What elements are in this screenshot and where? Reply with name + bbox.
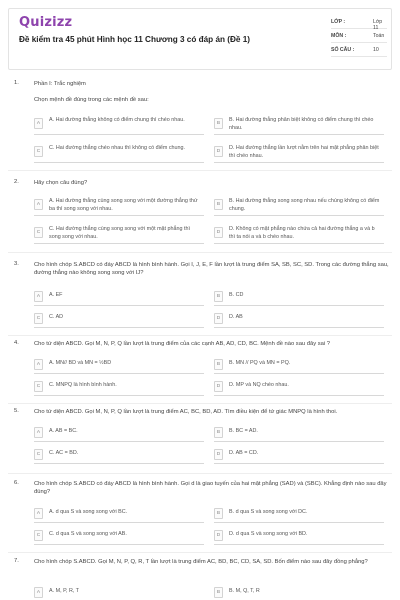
- option-text: D. AB: [229, 314, 243, 320]
- meta-label: MÔN :: [331, 33, 347, 39]
- question-text: Cho hình chóp S.ABCD có đáy ABCD là hình bình hành. Gọi d là giao tuyến của hai mặt phẳng (SAD) và (SBC). Khẳng định nào sau đây đúng?: [34, 481, 387, 495]
- option-letter-badge: C: [34, 313, 43, 324]
- option-text: D. Hai đường thẳng lần lượt nằm trên hai mặt phẳng phân biệt thì chéo nhau.: [229, 145, 379, 159]
- question-number: 7.: [14, 558, 19, 564]
- option-divider: [34, 373, 204, 374]
- question-separator: [8, 552, 392, 553]
- meta-label: LỚP :: [331, 19, 346, 25]
- question-separator: [8, 473, 392, 474]
- option-text: A. MN// BD và MN = ½BD: [49, 360, 112, 366]
- meta-label: SỐ CÂU :: [331, 47, 355, 53]
- option-divider: [34, 215, 204, 216]
- option-divider: [34, 134, 204, 135]
- option-divider: [34, 243, 204, 244]
- worksheet-title: Đề kiểm tra 45 phút Hình học 11 Chương 3 có đáp án (Đề 1): [19, 35, 251, 44]
- option-divider: [214, 327, 384, 328]
- option-letter-badge: B: [214, 587, 223, 598]
- question-number: 5.: [14, 408, 19, 414]
- option-letter-badge: B: [214, 427, 223, 438]
- option-letter-badge: D: [214, 146, 223, 157]
- option-text: B. M, Q, T, R: [229, 588, 260, 594]
- question-text: Cho tứ diện ABCD. Gọi M, N, P, Q lần lượt là trung điểm của các cạnh AB, AD, CD, BC. Mệnh đề nào sau đây sai ?: [34, 341, 330, 347]
- option-text: C. Hai đường thẳng cùng song song với một mặt phẳng thì song song với nhau.: [49, 226, 191, 240]
- option-text: C. AC = BD.: [49, 450, 79, 456]
- option-divider: [214, 305, 384, 306]
- option-text: A. AB = BC.: [49, 428, 78, 434]
- option-text: A. M, P, R, T: [49, 588, 80, 594]
- option-text: A. Hai đường thẳng không có điểm chung thì chéo nhau.: [49, 117, 185, 123]
- question-text: Cho tứ diện ABCD. Gọi M, N, P, Q lần lượt là trung điểm AC, BC, BD, AD. Tìm điều kiện để tứ giác MNPQ là hình thoi.: [34, 409, 338, 415]
- meta-row-count: [331, 43, 387, 57]
- option-divider: [34, 305, 204, 306]
- option-letter-badge: C: [34, 227, 43, 238]
- option-letter-badge: A: [34, 118, 43, 129]
- option-divider: [214, 134, 384, 135]
- meta-row-class: [331, 15, 387, 29]
- option-divider: [214, 522, 384, 523]
- meta-table: [331, 15, 387, 57]
- option-letter-badge: A: [34, 587, 43, 598]
- option-divider: [34, 441, 204, 442]
- option-letter-badge: D: [214, 381, 223, 392]
- question-number: 2.: [14, 179, 19, 185]
- question-separator: [8, 403, 392, 404]
- option-text: A. Hai đường thẳng cùng song song với một đường thẳng thứ ba thì song song với nhau.: [49, 198, 198, 212]
- option-text: B. MN // PQ và MN = PQ.: [229, 360, 291, 366]
- option-divider: [214, 243, 384, 244]
- option-text: C. AD: [49, 314, 64, 320]
- option-letter-badge: C: [34, 449, 43, 460]
- option-text: C. MNPQ là hình bình hành.: [49, 382, 117, 388]
- option-letter-badge: B: [214, 291, 223, 302]
- option-divider: [34, 522, 204, 523]
- option-letter-badge: A: [34, 199, 43, 210]
- option-divider: [34, 544, 204, 545]
- option-divider: [34, 327, 204, 328]
- option-divider: [34, 463, 204, 464]
- option-text: C. d qua S và song song với AB.: [49, 531, 127, 537]
- option-letter-badge: B: [214, 199, 223, 210]
- option-letter-badge: A: [34, 508, 43, 519]
- option-letter-badge: C: [34, 530, 43, 541]
- meta-value: Toán: [373, 33, 385, 39]
- option-text: B. Hai đường thẳng song song nhau nếu chúng không có điểm chung.: [229, 198, 380, 212]
- question-number: 6.: [14, 480, 19, 486]
- option-text: B. BC = AD.: [229, 428, 258, 434]
- quizizz-logo: Quizizz: [19, 15, 73, 30]
- option-letter-badge: D: [214, 530, 223, 541]
- question-number: 1.: [14, 80, 19, 86]
- option-letter-badge: D: [214, 313, 223, 324]
- option-text: A. d qua S và song song với BC.: [49, 509, 128, 515]
- question-number: 4.: [14, 340, 19, 346]
- meta-value: Lớp 11: [373, 19, 383, 31]
- option-divider: [214, 373, 384, 374]
- option-letter-badge: B: [214, 118, 223, 129]
- question-separator: [8, 335, 392, 336]
- option-divider: [34, 395, 204, 396]
- option-letter-badge: B: [214, 359, 223, 370]
- section-heading: Phần I: Trắc nghiệm: [34, 81, 86, 87]
- option-text: D. AB = CD.: [229, 450, 259, 456]
- option-letter-badge: A: [34, 359, 43, 370]
- question-separator: [8, 170, 392, 171]
- option-letter-badge: D: [214, 449, 223, 460]
- option-letter-badge: A: [34, 427, 43, 438]
- question-number: 3.: [14, 261, 19, 267]
- question-separator: [8, 252, 392, 253]
- option-divider: [214, 463, 384, 464]
- option-text: D. Không có mặt phẳng nào chứa cả hai đường thẳng a và b thì ta nói a và b chéo nhau.: [229, 226, 375, 240]
- option-letter-badge: A: [34, 291, 43, 302]
- option-divider: [214, 395, 384, 396]
- question-text: Cho hình chóp S.ABCD. Gọi M, N, P, Q, R, T lần lượt là trung điểm AC, BD, BC, CD, SA, SD. Bốn điểm nào sau đây đồng phẳng?: [34, 559, 368, 565]
- option-divider: [214, 544, 384, 545]
- option-divider: [214, 441, 384, 442]
- option-text: D. MP và NQ chéo nhau.: [229, 382, 289, 388]
- worksheet-header: [8, 8, 392, 70]
- option-letter-badge: D: [214, 227, 223, 238]
- option-text: C. Hai đường thẳng chéo nhau thì không có điểm chung.: [49, 145, 186, 151]
- option-text: B. Hai đường thẳng phân biệt không có điểm chung thì chéo nhau.: [229, 117, 374, 131]
- option-divider: [214, 215, 384, 216]
- option-text: D. d qua S và song song với BD.: [229, 531, 308, 537]
- question-text: Hãy chọn câu đúng?: [34, 180, 88, 186]
- option-text: B. d qua S và song song với DC.: [229, 509, 308, 515]
- option-text: B. CD: [229, 292, 244, 298]
- option-letter-badge: C: [34, 146, 43, 157]
- meta-row-subject: [331, 29, 387, 43]
- option-divider: [34, 162, 204, 163]
- option-text: A. EF: [49, 292, 63, 298]
- meta-value: 10: [373, 47, 379, 53]
- option-letter-badge: B: [214, 508, 223, 519]
- option-letter-badge: C: [34, 381, 43, 392]
- question-text: Cho hình chóp S.ABCD có đáy ABCD là hình bình hành. Gọi I, J, E, F lần lượt là trung điểm SA, SB, SC, SD. Trong các đường thẳng sau, đường thẳng nào không song song với IJ?: [34, 262, 389, 276]
- option-divider: [214, 162, 384, 163]
- question-text: Chọn mệnh đề đúng trong các mệnh đề sau:: [34, 97, 149, 103]
